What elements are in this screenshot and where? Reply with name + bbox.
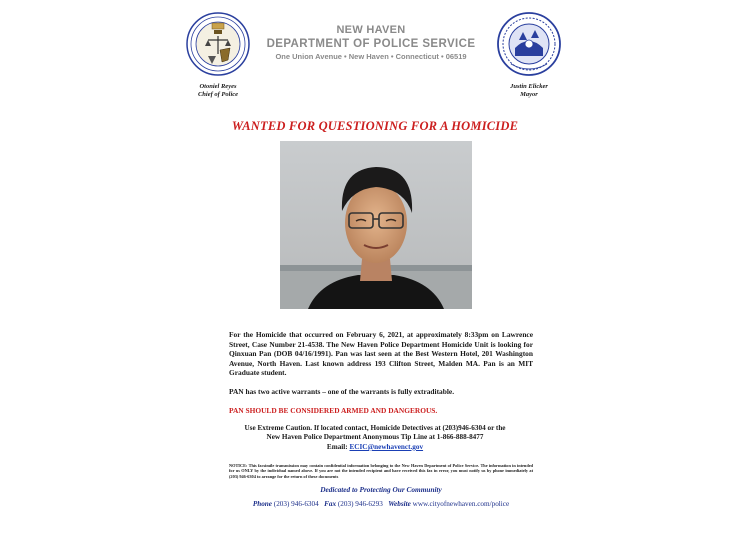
page-title: WANTED FOR QUESTIONING FOR A HOMICIDE [231, 119, 519, 133]
police-department-seal [186, 12, 250, 76]
incident-description: For the Homicide that occurred on February 6, 2021, at approximately 8:33pm on Lawrence Street, Case Number 21-4538. The New Haven Police Department Homicide Unit is looking for Qinxuan Pan (DOB 04/16/1991). Pan was last seen at the Best Western Hotel, 201 Washington Avenue, North Haven. Last known address 193 Clifton Street, Malden MA. Pan is an MIT Graduate student. [229, 330, 533, 378]
city-name: NEW HAVEN [336, 24, 406, 36]
department-name: DEPARTMENT OF POLICE SERVICE [266, 38, 476, 50]
confidentiality-notice: NOTICE: This facsimile transmission may contain confidential information belonging to the New Haven Department of Police Service. The information in intended for us ONLY by the individual named above. If you are not the intended recipient and have received this fax in error, you must notify us by phone immediately at (203) 946-6304 to arrange for the return of these documents [229, 463, 533, 479]
fax-label: Fax [324, 500, 337, 508]
warrant-info: PAN has two active warrants – one of the warrants is fully extraditable. [229, 387, 455, 396]
mayor-name: Justin Elicker [510, 83, 548, 90]
fax-number: (203) 946-6293 [337, 500, 383, 508]
chief-of-police [181, 83, 255, 99]
mayor-title: Mayor [520, 91, 538, 98]
mayor [492, 83, 566, 99]
website-label: Website [388, 500, 411, 508]
department-address: One Union Avenue • New Haven • Connecticut • 06519 [275, 52, 467, 61]
email-link[interactable]: ECIC@newhavenct.gov [349, 442, 424, 451]
suspect-photo [280, 141, 472, 309]
city-seal [497, 12, 561, 76]
department-header [255, 24, 487, 62]
chief-name: Otoniel Reyes [199, 83, 237, 90]
caution-line-2: New Haven Police Department Anonymous Tip Line at 1-866-888-8477 [266, 433, 484, 442]
footer-contact [229, 500, 533, 508]
phone-number: (203) 946-6304 [273, 500, 319, 508]
tagline: Dedicated to Protecting Our Community [320, 485, 442, 494]
contact-instructions [214, 424, 536, 452]
armed-warning: PAN SHOULD BE CONSIDERED ARMED AND DANGEROUS. [229, 406, 438, 415]
website-link[interactable]: www.cityofnewhaven.com/police [412, 500, 510, 508]
caution-line-1: Use Extreme Caution. If located contact, Homicide Detectives at (203)946-6304 or the [244, 424, 506, 432]
email-label: Email: [326, 442, 348, 451]
chief-title: Chief of Police [197, 91, 239, 98]
email-line [214, 443, 536, 452]
phone-label: Phone [252, 500, 272, 508]
